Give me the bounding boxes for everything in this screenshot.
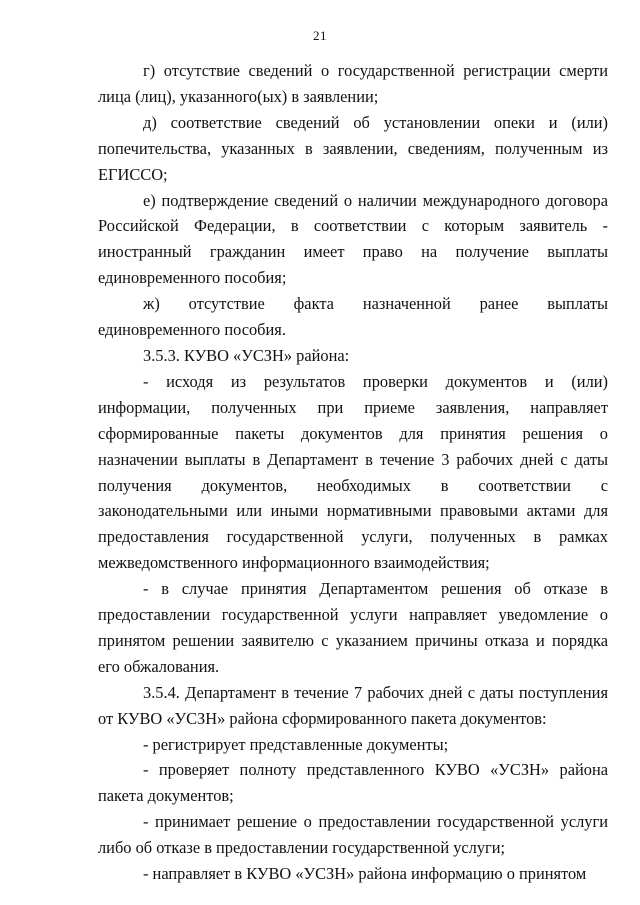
section-paragraph-3-5-4: 3.5.4. Департамент в течение 7 рабочих дней с даты поступления от КУВО «УСЗН» района сформированного пакета документов:	[98, 682, 608, 728]
paragraph-bullet-send-info: - направляет в КУВО «УСЗН» района информацию о принятом	[143, 864, 587, 884]
paragraph-bullet-send-packages: - исходя из результатов проверки документов и (или) информации, полученных при приеме заявления, направляет сформированные пакеты документов для принятия решения о назначении выплаты в Департамент в течение 3 рабочих дней с даты получения документов, необходимых в соответствии с законодательными или иными нормативными правовыми актами для предоставления государственной услуги, полученных в рамках межведомственного информационного взаимодействия;	[98, 371, 608, 573]
paragraph-item-d: д) соответствие сведений об установлении опеки и (или) попечительства, указанных в заявлении, сведениям, полученным из ЕГИССО;	[98, 112, 608, 184]
paragraph-item-e: е) подтверждение сведений о наличии международного договора Российской Федерации, в соответствии с которым заявитель - иностранный гражданин имеет право на получение выплаты единовременного пособия;	[98, 190, 608, 288]
paragraph-bullet-register: - регистрирует представленные документы;	[143, 734, 449, 754]
paragraph-bullet-refusal-notice: - в случае принятия Департаментом решения об отказе в предоставлении государственной услуги направляет уведомление о принятом решении заявителю с указанием причины отказа и порядка его обжалования.	[98, 579, 608, 676]
document-body	[98, 58, 608, 887]
paragraph-item-zh: ж) отсутствие факта назначенной ранее выплаты единовременного пособия.	[98, 294, 608, 340]
paragraph-item-g: г) отсутствие сведений о государственной регистрации смерти лица (лиц), указанного(ых) в заявлении;	[98, 61, 608, 106]
paragraph-bullet-decision: - принимает решение о предоставлении государственной услуги либо об отказе в предоставлении государственной услуги;	[98, 812, 608, 858]
section-heading-3-5-3: 3.5.3. КУВО «УСЗН» района:	[143, 345, 350, 365]
paragraph-bullet-check-completeness: - проверяет полноту представленного КУВО «УСЗН» района пакета документов;	[98, 760, 608, 806]
page-number: 21	[313, 28, 327, 43]
